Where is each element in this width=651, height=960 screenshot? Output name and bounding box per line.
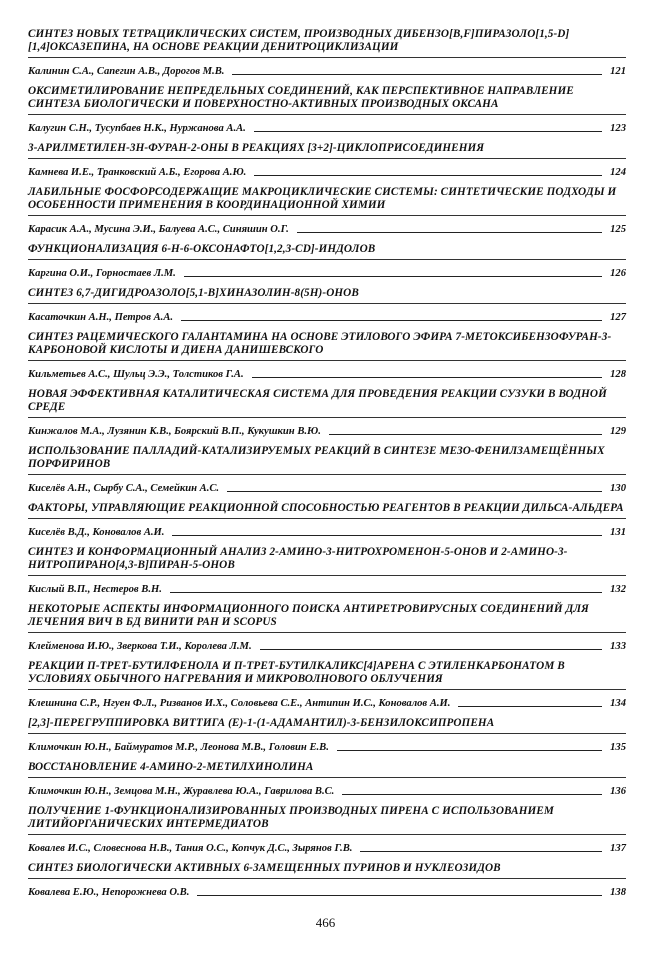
dot-leader	[252, 377, 602, 378]
dot-leader	[232, 74, 602, 75]
toc-page	[28, 28, 626, 906]
entry-authors: Клешнина С.Р., Нгуен Ф.Л., Ризванов И.Х., Соловьева С.Е., Антипин И.С., Коновалов А.И.	[28, 698, 451, 709]
dot-leader	[260, 649, 602, 650]
toc-entry	[28, 287, 626, 324]
dot-leader	[172, 535, 602, 536]
entry-title: НОВАЯ ЭФФЕКТИВНАЯ КАТАЛИТИЧЕСКАЯ СИСТЕМА ДЛЯ ПРОВЕДЕНИЯ РЕАКЦИИ СУЗУКИ В ВОДНОЙ СРЕДЕ	[28, 388, 626, 418]
dot-leader	[337, 750, 602, 751]
dot-leader	[360, 851, 602, 852]
entry-title: СИНТЕЗ 6,7-ДИГИДРОАЗОЛО[5,1-B]ХИНАЗОЛИН-8(5H)-ОНОВ	[28, 287, 626, 304]
toc-entry	[28, 546, 626, 596]
entry-authors: Климочкин Ю.Н., Баймуратов М.Р., Леонова М.В., Головин Е.В.	[28, 742, 329, 753]
entry-page-number: 137	[610, 843, 626, 854]
toc-entry	[28, 805, 626, 855]
dot-leader	[329, 434, 602, 435]
toc-entry	[28, 603, 626, 653]
entry-page-number: 123	[610, 123, 626, 134]
entry-title: СИНТЕЗ И КОНФОРМАЦИОННЫЙ АНАЛИЗ 2-АМИНО-3-НИТРОХРОМЕНОН-5-ОНОВ И 2-АМИНО-3-НИТРОПИРАНО[4,3-B]ПИРАН-5-ОНОВ	[28, 546, 626, 576]
entry-author-line	[28, 311, 626, 324]
entry-title: ОКСИМЕТИЛИРОВАНИЕ НЕПРЕДЕЛЬНЫХ СОЕДИНЕНИЙ, КАК ПЕРСПЕКТИВНОЕ НАПРАВЛЕНИЕ СИНТЕЗА БИОЛОГИЧЕСКИ И ПОВЕРХНОСТНО-АКТИВНЫХ ПРОИЗВОДНЫХ ОКСАНА	[28, 85, 626, 115]
entry-author-line	[28, 166, 626, 179]
entry-title: СИНТЕЗ РАЦЕМИЧЕСКОГО ГАЛАНТАМИНА НА ОСНОВЕ ЭТИЛОВОГО ЭФИРА 7-МЕТОКСИБЕНЗОФУРАН-3-КАРБОНОВОЙ КИСЛОТЫ И ДИЕНА ДАНИШЕВСКОГО	[28, 331, 626, 361]
dot-leader	[254, 131, 602, 132]
toc-entry	[28, 862, 626, 899]
entry-title: ЛАБИЛЬНЫЕ ФОСФОРСОДЕРЖАЩИЕ МАКРОЦИКЛИЧЕСКИЕ СИСТЕМЫ: СИНТЕТИЧЕСКИЕ ПОДХОДЫ И ОСОБЕННОСТИ ПРИМЕНЕНИЯ В КООРДИНАЦИОННОЙ ХИМИИ	[28, 186, 626, 216]
entry-author-line	[28, 368, 626, 381]
entry-authors: Киселёв В.Д., Коновалов А.И.	[28, 527, 165, 538]
dot-leader	[297, 232, 602, 233]
entry-page-number: 131	[610, 527, 626, 538]
entry-authors: Ковалева Е.Ю., Непорожнева О.В.	[28, 887, 190, 898]
entry-author-line	[28, 697, 626, 710]
toc-entry	[28, 331, 626, 381]
entry-title: [2,3]-ПЕРЕГРУППИРОВКА ВИТТИГА (Е)-1-(1-АДАМАНТИЛ)-3-БЕНЗИЛОКСИПРОПЕНА	[28, 717, 626, 734]
toc-entry	[28, 28, 626, 78]
entry-title: ФУНКЦИОНАЛИЗАЦИЯ 6-Н-6-ОКСОНАФТО[1,2,3-CD]-ИНДОЛОВ	[28, 243, 626, 260]
toc-entry	[28, 85, 626, 135]
entry-authors: Климочкин Ю.Н., Земцова М.Н., Журавлева Ю.А., Гаврилова В.С.	[28, 786, 335, 797]
entry-author-line	[28, 842, 626, 855]
entry-authors: Киселёв А.Н., Сырбу С.А., Семейкин А.С.	[28, 483, 220, 494]
entry-author-line	[28, 65, 626, 78]
entry-author-line	[28, 267, 626, 280]
entry-page-number: 135	[610, 742, 626, 753]
entry-author-line	[28, 785, 626, 798]
entry-page-number: 127	[610, 312, 626, 323]
entry-authors: Камнева И.Е., Транковский А.Б., Егорова А.Ю.	[28, 167, 247, 178]
entry-authors: Каргина О.И., Горностаев Л.М.	[28, 268, 176, 279]
entry-author-line	[28, 482, 626, 495]
entry-page-number: 129	[610, 426, 626, 437]
entry-page-number: 126	[610, 268, 626, 279]
entry-page-number: 134	[610, 698, 626, 709]
entry-page-number: 130	[610, 483, 626, 494]
entry-title: СИНТЕЗ НОВЫХ ТЕТРАЦИКЛИЧЕСКИХ СИСТЕМ, ПРОИЗВОДНЫХ ДИБЕНЗО[B,F]ПИРАЗОЛО[1,5-D][1,4]ОКСАЗЕПИНА, НА ОСНОВЕ РЕАКЦИИ ДЕНИТРОЦИКЛИЗАЦИИ	[28, 28, 626, 58]
toc-entry	[28, 186, 626, 236]
page-number: 466	[315, 915, 336, 930]
entry-page-number: 133	[610, 641, 626, 652]
entry-authors: Калугин С.Н., Тусупбаев Н.К., Нуржанова А.А.	[28, 123, 246, 134]
dot-leader	[170, 592, 602, 593]
entry-page-number: 138	[610, 887, 626, 898]
entry-authors: Кислый В.П., Нестеров В.Н.	[28, 584, 162, 595]
entry-authors: Кильметьев А.С., Шульц Э.Э., Толстиков Г.А.	[28, 369, 244, 380]
entry-authors: Кинжалов М.А., Лузянин К.В., Боярский В.П., Кукушкин В.Ю.	[28, 426, 321, 437]
toc-list	[28, 28, 626, 899]
entry-page-number: 136	[610, 786, 626, 797]
dot-leader	[197, 895, 602, 896]
entry-author-line	[28, 223, 626, 236]
entry-title: ФАКТОРЫ, УПРАВЛЯЮЩИЕ РЕАКЦИОННОЙ СПОСОБНОСТЬЮ РЕАГЕНТОВ В РЕАКЦИИ ДИЛЬСА-АЛЬДЕРА	[28, 502, 626, 519]
entry-page-number: 124	[610, 167, 626, 178]
entry-title: ВОССТАНОВЛЕНИЕ 4-АМИНО-2-МЕТИЛХИНОЛИНА	[28, 761, 626, 778]
entry-authors: Клейменова И.Ю., Зверкова Т.И., Королева Л.М.	[28, 641, 252, 652]
entry-authors: Касаточкин А.Н., Петров А.А.	[28, 312, 174, 323]
toc-entry	[28, 445, 626, 495]
entry-author-line	[28, 526, 626, 539]
entry-page-number: 128	[610, 369, 626, 380]
dot-leader	[181, 320, 602, 321]
entry-author-line	[28, 640, 626, 653]
entry-title: ИСПОЛЬЗОВАНИЕ ПАЛЛАДИЙ-КАТАЛИЗИРУЕМЫХ РЕАКЦИЙ В СИНТЕЗЕ МЕЗО-ФЕНИЛЗАМЕЩЁННЫХ ПОРФИРИНОВ	[28, 445, 626, 475]
entry-authors: Ковалев И.С., Словеснова Н.В., Тания О.С., Копчук Д.С., Зырянов Г.В.	[28, 843, 353, 854]
dot-leader	[254, 175, 602, 176]
toc-entry	[28, 761, 626, 798]
toc-entry	[28, 660, 626, 710]
entry-authors: Калинин С.А., Сапегин А.В., Дорогов М.В.	[28, 66, 225, 77]
entry-author-line	[28, 886, 626, 899]
dot-leader	[458, 706, 602, 707]
toc-entry	[28, 142, 626, 179]
entry-title: РЕАКЦИИ П-ТРЕТ-БУТИЛФЕНОЛА И П-ТРЕТ-БУТИЛКАЛИКС[4]АРЕНА С ЭТИЛЕНКАРБОНАТОМ В УСЛОВИЯХ ОБЫЧНОГО НАГРЕВАНИЯ И МИКРОВОЛНОВОГО ОБЛУЧЕНИЯ	[28, 660, 626, 690]
entry-author-line	[28, 583, 626, 596]
toc-entry	[28, 717, 626, 754]
toc-entry	[28, 388, 626, 438]
entry-page-number: 132	[610, 584, 626, 595]
dot-leader	[184, 276, 602, 277]
entry-title: НЕКОТОРЫЕ АСПЕКТЫ ИНФОРМАЦИОННОГО ПОИСКА АНТИРЕТРОВИРУСНЫХ СОЕДИНЕНИЙ ДЛЯ ЛЕЧЕНИЯ ВИЧ В БД ВИНИТИ РАН И SCOPUS	[28, 603, 626, 633]
entry-author-line	[28, 122, 626, 135]
entry-author-line	[28, 425, 626, 438]
entry-author-line	[28, 741, 626, 754]
entry-title: ПОЛУЧЕНИЕ 1-ФУНКЦИОНАЛИЗИРОВАННЫХ ПРОИЗВОДНЫХ ПИРЕНА С ИСПОЛЬЗОВАНИЕМ ЛИТИЙОРГАНИЧЕСКИХ ИНТЕРМЕДИАТОВ	[28, 805, 626, 835]
entry-title: СИНТЕЗ БИОЛОГИЧЕСКИ АКТИВНЫХ 6-ЗАМЕЩЕННЫХ ПУРИНОВ И НУКЛЕОЗИДОВ	[28, 862, 626, 879]
dot-leader	[227, 491, 602, 492]
toc-entry	[28, 502, 626, 539]
entry-title: 3-АРИЛМЕТИЛЕН-3Н-ФУРАН-2-ОНЫ В РЕАКЦИЯХ [3+2]-ЦИКЛОПРИСОЕДИНЕНИЯ	[28, 142, 626, 159]
entry-page-number: 125	[610, 224, 626, 235]
entry-page-number: 121	[610, 66, 626, 77]
entry-authors: Карасик А.А., Мусина Э.И., Балуева А.С., Синяшин О.Г.	[28, 224, 289, 235]
toc-entry	[28, 243, 626, 280]
dot-leader	[342, 794, 602, 795]
